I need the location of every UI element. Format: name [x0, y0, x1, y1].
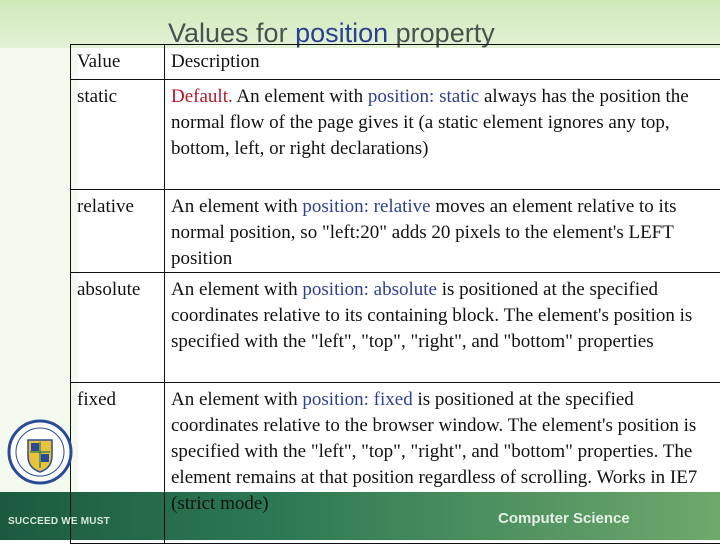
description-text: moves an element relative to its normal position, so "left:20" adds 20 pixels to the element's LEFT position: [171, 196, 677, 269]
description-text: An element with: [233, 86, 368, 107]
description-text: always has the position the normal flow of the page gives it (a static element ignores any top, bottom, left, or right declarations): [171, 86, 689, 159]
description-text: is positioned at the specified coordinates relative to its containing block. The element's position is specified with the "left", "top", "right", and "bottom" properties: [171, 279, 692, 352]
value-cell: static: [71, 80, 165, 190]
title-prefix: Values for: [168, 18, 295, 48]
table-row-relative: [71, 190, 720, 273]
value-cell: fixed: [71, 383, 165, 544]
title-suffix: property: [388, 18, 495, 48]
css-keyword: position: fixed: [302, 389, 412, 410]
header-value: Value: [71, 45, 165, 80]
css-keyword: position: static: [368, 86, 479, 107]
table-row-absolute: [71, 273, 720, 383]
description-text: is positioned at the specified coordinates relative to the browser window. The element's position is specified with the "left", "top", "right", and "bottom" properties. The element remains at that position regardless of scrolling. Works in IE7 (strict mode): [171, 389, 697, 514]
tagline: SUCCEED WE MUST: [8, 516, 110, 527]
description-cell: [165, 80, 720, 190]
header-description: Description: [165, 45, 720, 80]
position-values-table: [70, 44, 720, 544]
value-cell: relative: [71, 190, 165, 273]
description-text: An element with: [171, 196, 302, 217]
description-text: An element with: [171, 389, 302, 410]
table-header-row: [71, 45, 720, 80]
title-keyword: position: [295, 18, 388, 48]
description-cell: [165, 190, 720, 273]
description-text: An element with: [171, 279, 302, 300]
default-label: Default.: [171, 86, 233, 107]
css-keyword: position: relative: [302, 196, 430, 217]
css-keyword: position: absolute: [302, 279, 437, 300]
department-label: Computer Science: [498, 510, 630, 527]
university-seal-logo: [6, 412, 74, 492]
description-cell: [165, 273, 720, 383]
description-cell: [165, 383, 720, 544]
value-cell: absolute: [71, 273, 165, 383]
table-row-static: [71, 80, 720, 190]
